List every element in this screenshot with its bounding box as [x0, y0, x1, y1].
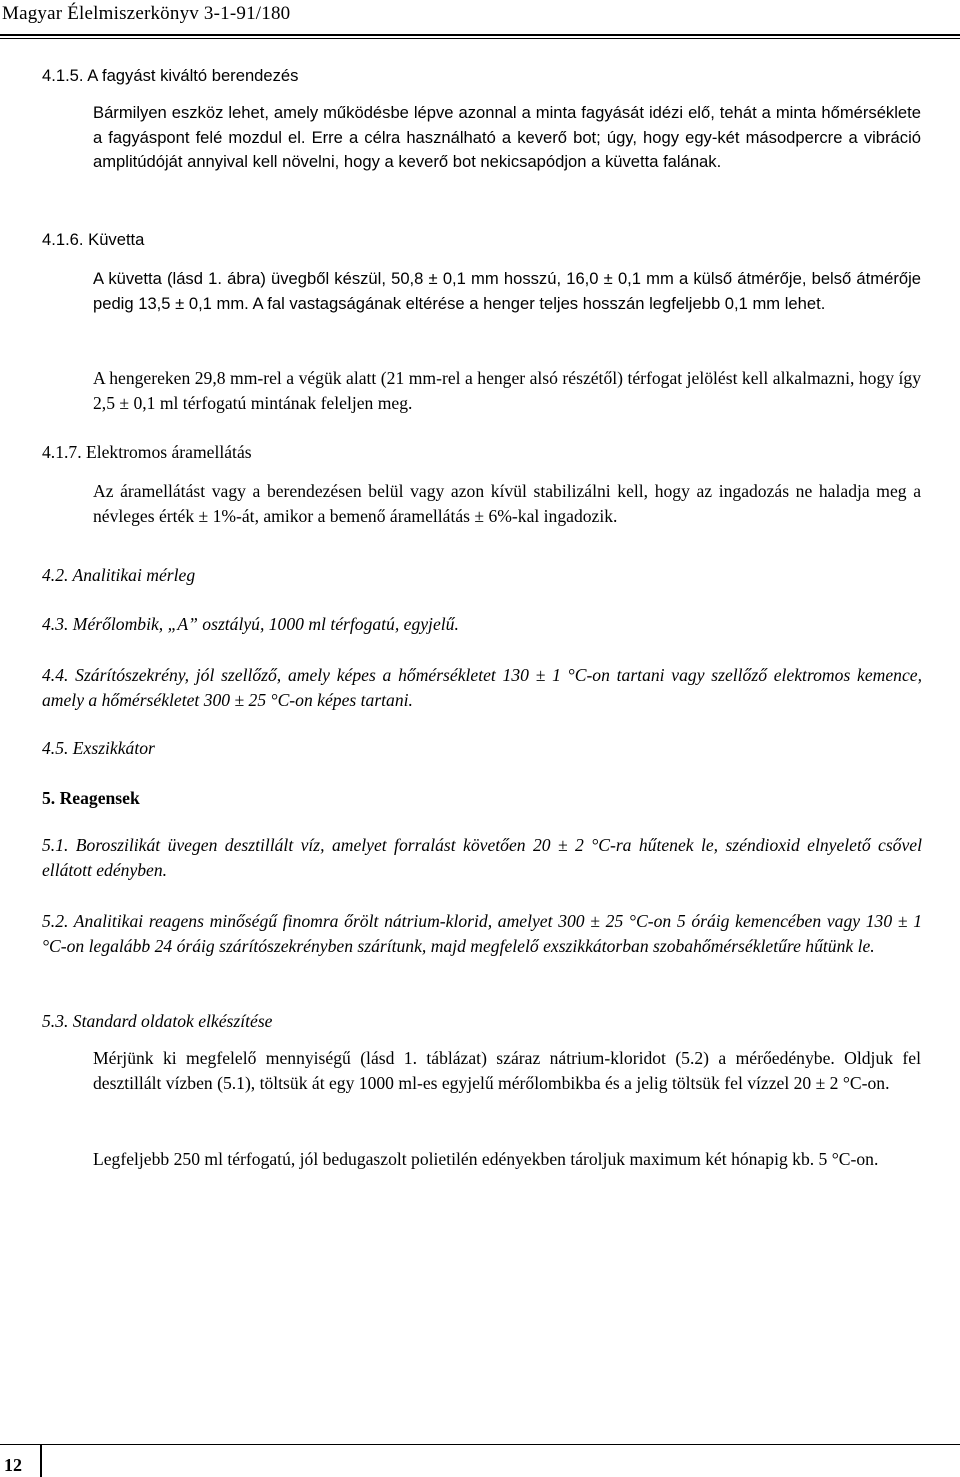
page-number: 12	[4, 1455, 22, 1475]
section-heading-4-1-7: 4.1.7. Elektromos áramellátás	[42, 442, 252, 462]
paragraph-4-1-5: Bármilyen eszköz lehet, amely működésbe lépve azonnal a minta fagyását idézi elő, tehát a minta hőmérséklete a fagyáspont felé mozdul el. Erre a célra használható a keverő bot; úgy, hogy egy-két másodpercre a vibráció amplitúdóját annyival kell növelni, hogy a keverő bot nekicsapódjon a küvetta falának.	[93, 103, 921, 171]
section-heading-5-3: 5.3. Standard oldatok elkészítése	[42, 1011, 273, 1031]
section-4-2: 4.2. Analitikai mérleg	[42, 565, 196, 585]
section-4-3: 4.3. Mérőlombik, „A” osztályú, 1000 ml térfogatú, egyjelű.	[42, 614, 459, 634]
page-header	[0, 0, 960, 40]
section-5-1: 5.1. Boroszilikát üvegen desztillált víz, amelyet forralást követően 20 ± 2 °C-ra hűtenek le, széndioxid elnyelető csővel ellátott edényben.	[42, 835, 922, 880]
paragraph-4-1-6-b: A hengereken 29,8 mm-rel a végük alatt (21 mm-rel a henger alsó részétől) térfogat jelölést kell alkalmazni, hogy így 2,5 ± 0,1 ml térfogatú mintának feleljen meg.	[93, 368, 921, 413]
footer-rule	[0, 1444, 960, 1445]
paragraph-5-3-b: Legfeljebb 250 ml térfogatú, jól bedugaszolt polietilén edényekben tároljuk maximum két hónapig kb. 5 °C-on.	[93, 1149, 879, 1169]
section-4-5: 4.5. Exszikkátor	[42, 738, 155, 758]
paragraph-4-1-7: Az áramellátást vagy a berendezésen belül vagy azon kívül stabilizálni kell, hogy az ingadozás ne haladja meg a névleges érték ± 1%-át, amikor a bemenő áramellátás ± 6%-kal ingadozik.	[93, 481, 921, 526]
document-title: Magyar Élelmiszerkönyv 3-1-91/180	[2, 3, 291, 24]
section-4-4: 4.4. Szárítószekrény, jól szellőző, amely képes a hőmérsékletet 130 ± 1 °C-on tartani vagy szellőző elektromos kemence, amely a hőmérsékletet 300 ± 25 °C-on képes tartani.	[42, 665, 922, 710]
header-rule-thin	[0, 38, 960, 39]
section-heading-4-1-6: 4.1.6. Küvetta	[42, 230, 145, 249]
section-5-2: 5.2. Analitikai reagens minőségű finomra őrölt nátrium-klorid, amelyet 300 ± 25 °C-on 5 óráig kemencében vagy 130 ± 1 °C-on legalább 24 óráig szárítószekrényben szárítunk, majd megfelelő exszikkátorban szobahőmérsékletűre hűtünk le.	[42, 911, 922, 956]
section-heading-4-1-5: 4.1.5. A fagyást kiváltó berendezés	[42, 66, 299, 85]
paragraph-5-3-a: Mérjünk ki megfelelő mennyiségű (lásd 1. táblázat) száraz nátrium-kloridot (5.2) a mérőedénybe. Oldjuk fel desztillált vízben (5.1), töltsük át egy 1000 ml-es egyjelű mérőlombikba és a jelig töltsük fel vízzel 20 ± 2 °C-on.	[93, 1048, 921, 1093]
header-rule	[0, 34, 960, 36]
paragraph-4-1-6-a: A küvetta (lásd 1. ábra) üvegből készül, 50,8 ± 0,1 mm hosszú, 16,0 ± 0,1 mm a külső átmérője, belső átmérője pedig 13,5 ± 0,1 mm. A fal vastagságának eltérése a henger teljes hosszán legfeljebb 0,1 mm lehet.	[93, 269, 921, 313]
footer-divider	[40, 1444, 42, 1477]
section-heading-5: 5. Reagensek	[42, 788, 140, 808]
